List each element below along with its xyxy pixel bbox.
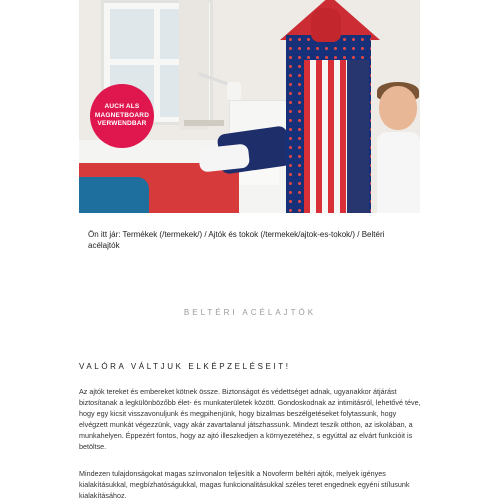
breadcrumb[interactable]: Ön itt jár: Termékek (/termekek/) / Ajtók és tokok (/termekek/ajtok-es-tokok/) / Beltéri acélajtók: [88, 230, 385, 250]
badge-line-2: MAGNETBOARD: [94, 111, 150, 119]
page-title: BELTÉRI ACÉLAJTÓK: [183, 308, 317, 317]
badge-line-3: VERWENDBAR: [97, 120, 147, 128]
boxing-gloves: [311, 8, 341, 42]
blue-towel: [79, 177, 149, 213]
curtain: [179, 0, 209, 130]
magnetboard-badge: [90, 84, 154, 148]
intro-paragraph: Az ajtók tereket és embereket kötnek össze. Biztonságot és védettséget adnak, ugyanakkor átjárást biztosítanak a legkülönbözőbb élet- és munkaterületek között. Gondoskodnak az intimitásról, lehetővé téve, hogy egy kicsit visszavonuljunk és megpihenjünk, hogy bizalmas beszélgetéseket folytassunk, hogy elvégzett munkát végezzünk, vagy akár zavartalanul játszhassunk. Mindezt teszik otthon, az iskolában, a munkahelyen. Éppezért fontos, hogy az ajtó illeszkedjen a környezetéhez, s egyúttal az elvárt funkcióit is betöltse.: [79, 387, 421, 451]
lamp: [227, 82, 241, 100]
subheading: VALÓRA VÁLTJUK ELKÉPZELÉSEIT!: [79, 362, 291, 371]
boy-face: [379, 86, 417, 130]
windowsill: [184, 120, 224, 126]
features-paragraph: Mindezen tulajdonságokat magas színvonalon teljesítik a Novoferm beltéri ajtók, melyek igényes kialakításukkal, megbízhatóságukkal, magas funkcionalitásukkal széles teret engednek egyéni stílusunk kialakításához.: [79, 469, 410, 500]
flag-stripes: [304, 60, 348, 213]
cabinet-interior: [347, 60, 369, 213]
badge-line-1: AUCH ALS: [104, 103, 140, 111]
boy-shirt: [377, 132, 420, 213]
